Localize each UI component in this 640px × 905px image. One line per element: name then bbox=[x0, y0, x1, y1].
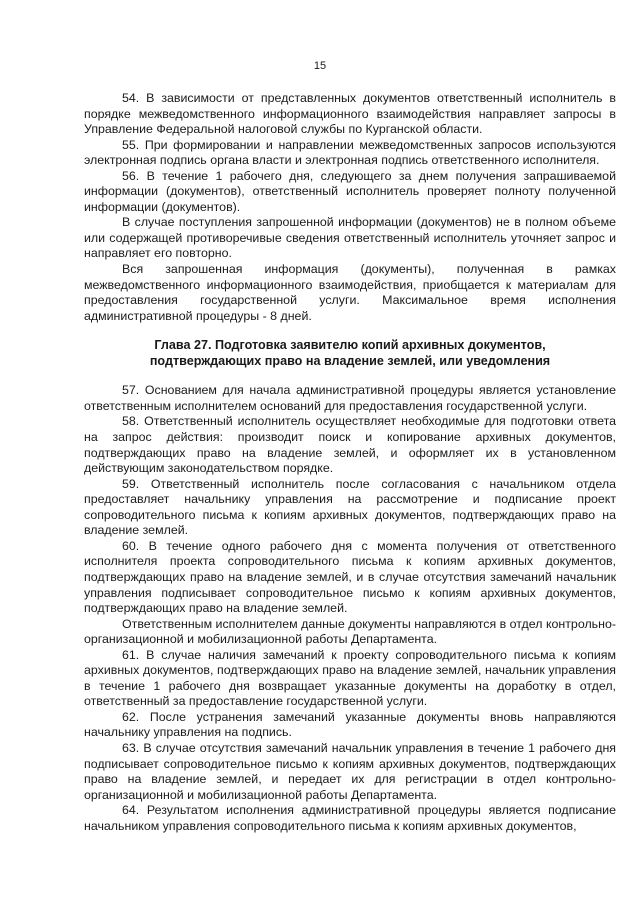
paragraph-57: 57. Основанием для начала административной процедуры является установление ответственным исполнителем оснований для предоставления государственной услуги. bbox=[84, 383, 616, 413]
paragraph-62: 62. После устранения замечаний указанные документы вновь направляются начальнику управления на подпись. bbox=[84, 709, 616, 740]
paragraph-59: 59. Ответственный исполнитель после согласования с начальником отдела предоставляет начальнику управления на рассмотрение и подписание проект сопроводительного письма к копиям архивных документов, подтверждающих право на владение землей. bbox=[84, 476, 616, 538]
chapter-heading bbox=[84, 338, 616, 369]
document-body bbox=[84, 91, 616, 834]
paragraph-56-incomplete-info: В случае поступления запрошенной информации (документов) не в полном объеме или содержащей противоречивые сведения ответственный исполнитель уточняет запрос и направляет его повторно. bbox=[84, 215, 616, 261]
paragraph-55: 55. При формировании и направлении межведомственных запросов используются электронная подпись органа власти и электронная подпись ответственного исполнителя. bbox=[84, 137, 616, 168]
paragraph-64: 64. Результатом исполнения административной процедуры является подписание начальником управления сопроводительного письма к копиям архивных документов, bbox=[84, 803, 616, 833]
paragraph-63: 63. В случае отсутствия замечаний начальник управления в течение 1 рабочего дня подписывает сопроводительное письмо к копиям архивных документов, подтверждающих право на владение землей, и передает их для регистрации в отдел контрольно-организационной и мобилизационной работы Департамента. bbox=[84, 740, 616, 802]
paragraph-54: 54. В зависимости от представленных документов ответственный исполнитель в порядке межведомственного информационного взаимодействия направляет запросы в Управление Федеральной налоговой службы по Курганской области. bbox=[84, 91, 616, 137]
paragraph-56: 56. В течение 1 рабочего дня, следующего за днем получения запрашиваемой информации (документов), ответственный исполнитель проверяет полноту полученной информации (документов). bbox=[84, 168, 616, 214]
page-number: 15 bbox=[313, 60, 327, 72]
paragraph-58: 58. Ответственный исполнитель осуществляет необходимые для подготовки ответа на запрос действия: производит поиск и копирование архивных документов, подтверждающих право на владение землей, и оформляет их в установленном действующим законодательством порядке. bbox=[84, 414, 616, 476]
paragraph-56-attached-info: Вся запрошенная информация (документы), полученная в рамках межведомственного информационного взаимодействия, приобщается к материалам для предоставления государственной услуги. Максимальное время исполнения административной процедуры - 8 дней. bbox=[84, 262, 616, 323]
paragraph-60: 60. В течение одного рабочего дня с момента получения от ответственного исполнителя проекта сопроводительного письма к копиям архивных документов, подтверждающих право на владение землей, и в случае отсутствия замечаний начальник управления подписывает сопроводительное письмо к копиям архивных документов, подтверждающих право на владение землей. bbox=[84, 538, 616, 616]
chapter-heading-line-1: Глава 27. Подготовка заявителю копий архивных документов, bbox=[154, 338, 546, 353]
paragraph-61: 61. В случае наличия замечаний к проекту сопроводительного письма к копиям архивных документов, подтверждающих право на владение землей, начальник управления в течение 1 рабочего дня возвращает указанные документы на доработку в отдел, ответственный за предоставление государственной услуги. bbox=[84, 647, 616, 709]
paragraph-60-routing: Ответственным исполнителем данные документы направляются в отдел контрольно-организационной и мобилизационной работы Департамента. bbox=[84, 616, 616, 647]
chapter-heading-line-2: подтверждающих право на владение землей, или уведомления bbox=[149, 353, 551, 368]
